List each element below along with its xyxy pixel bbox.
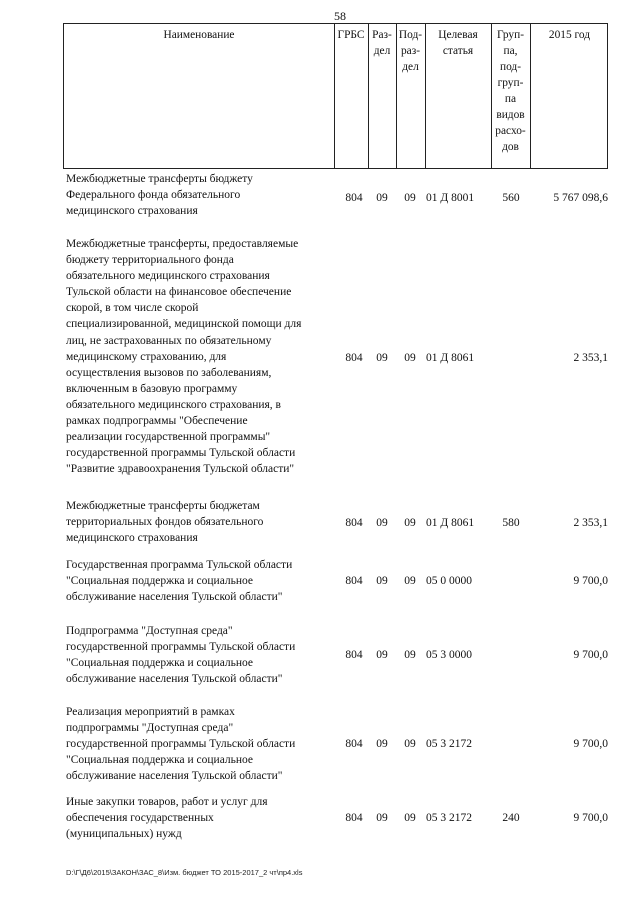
row-podrazdel: 09 — [404, 575, 416, 587]
row-podrazdel: 09 — [404, 352, 416, 364]
row-target: 01 Д 8061 — [426, 352, 475, 364]
row-grbs: 804 — [345, 192, 363, 204]
header-target: Целевая статья — [438, 29, 478, 57]
row-target: 05 3 0000 — [426, 649, 472, 661]
row-razdel: 09 — [376, 352, 388, 364]
row-podrazdel: 09 — [404, 192, 416, 204]
row-name: Иные закупки товаров, работ и услуг для обеспечения государственных (муниципальных) нужд — [66, 796, 268, 841]
row-grbs: 804 — [345, 575, 363, 587]
row-target: 01 Д 8061 — [426, 517, 475, 529]
row-name: Межбюджетные трансферты бюджетам территориальных фондов обязательного медицинского страхования — [66, 500, 264, 545]
row-sum: 5 767 098,6 — [553, 192, 608, 204]
row-sum: 9 700,0 — [573, 738, 608, 750]
header-name: Наименование — [163, 29, 235, 41]
row-target: 05 3 2172 — [426, 812, 472, 824]
row-target: 01 Д 8001 — [426, 192, 475, 204]
row-grbs: 804 — [345, 649, 363, 661]
row-name: Межбюджетные трансферты бюджету Федерального фонда обязательного медицинского страхования — [66, 173, 253, 218]
row-razdel: 09 — [376, 738, 388, 750]
row-podrazdel: 09 — [404, 738, 416, 750]
row-target: 05 0 0000 — [426, 575, 472, 587]
header-podrazdel: Под- раз- дел — [398, 29, 423, 73]
row-grbs: 804 — [345, 517, 363, 529]
row-group: 560 — [502, 192, 520, 204]
row-razdel: 09 — [376, 649, 388, 661]
header-grbs: ГРБС — [337, 29, 365, 41]
header-group: Груп- па, под- груп- па видов расхо- дов — [495, 29, 526, 153]
row-grbs: 804 — [345, 738, 363, 750]
header-razdel: Раз- дел — [372, 29, 392, 57]
row-sum: 2 353,1 — [573, 517, 608, 529]
row-name: Подпрограмма "Доступная среда" государственной программы Тульской области "Социальная поддержка и социальное обслуживание населения Тульской области" — [66, 625, 296, 686]
row-group: 240 — [502, 812, 520, 824]
row-razdel: 09 — [376, 575, 388, 587]
file-path-footer: D:\Г\Д6\2015\ЗАКОН\ЗАС_8\Изм. бюджет ТО 2015-2017_2 чт\пр4.xls — [66, 868, 303, 877]
row-grbs: 804 — [345, 352, 363, 364]
row-name: Реализация мероприятий в рамках подпрограммы "Доступная среда" государственной программы Тульской области "Социальная поддержка и социальное обслуживание населения Тульской области" — [66, 706, 296, 783]
row-name: Межбюджетные трансферты, предоставляемые бюджету территориального фонда обязательного медицинского страхования Тульской области на финансовое обеспечение скорой, в том числе скорой специализированной, медицинской помощи для лиц, не застрахованных по обязательному медицинскому страхованию, для осуществления вызовов по заболеваниям, включенным в базовую программу обязательного медицинского страхования, в рамках подпрограммы "Обеспечение реализации государственной программы" государственной программы Тульской области "Развитие здравоохранения Тульской области" — [66, 238, 302, 476]
row-podrazdel: 09 — [404, 517, 416, 529]
page-number: 58 — [334, 9, 346, 23]
row-razdel: 09 — [376, 517, 388, 529]
row-sum: 9 700,0 — [573, 575, 608, 587]
row-target: 05 3 2172 — [426, 738, 472, 750]
row-podrazdel: 09 — [404, 649, 416, 661]
row-sum: 9 700,0 — [573, 649, 608, 661]
row-name: Государственная программа Тульской области "Социальная поддержка и социальное обслуживание населения Тульской области" — [66, 559, 293, 604]
row-group: 580 — [502, 517, 520, 529]
row-razdel: 09 — [376, 192, 388, 204]
row-podrazdel: 09 — [404, 812, 416, 824]
header-year: 2015 год — [548, 29, 591, 41]
row-sum: 9 700,0 — [573, 812, 608, 824]
row-grbs: 804 — [345, 812, 363, 824]
row-sum: 2 353,1 — [573, 352, 608, 364]
row-razdel: 09 — [376, 812, 388, 824]
